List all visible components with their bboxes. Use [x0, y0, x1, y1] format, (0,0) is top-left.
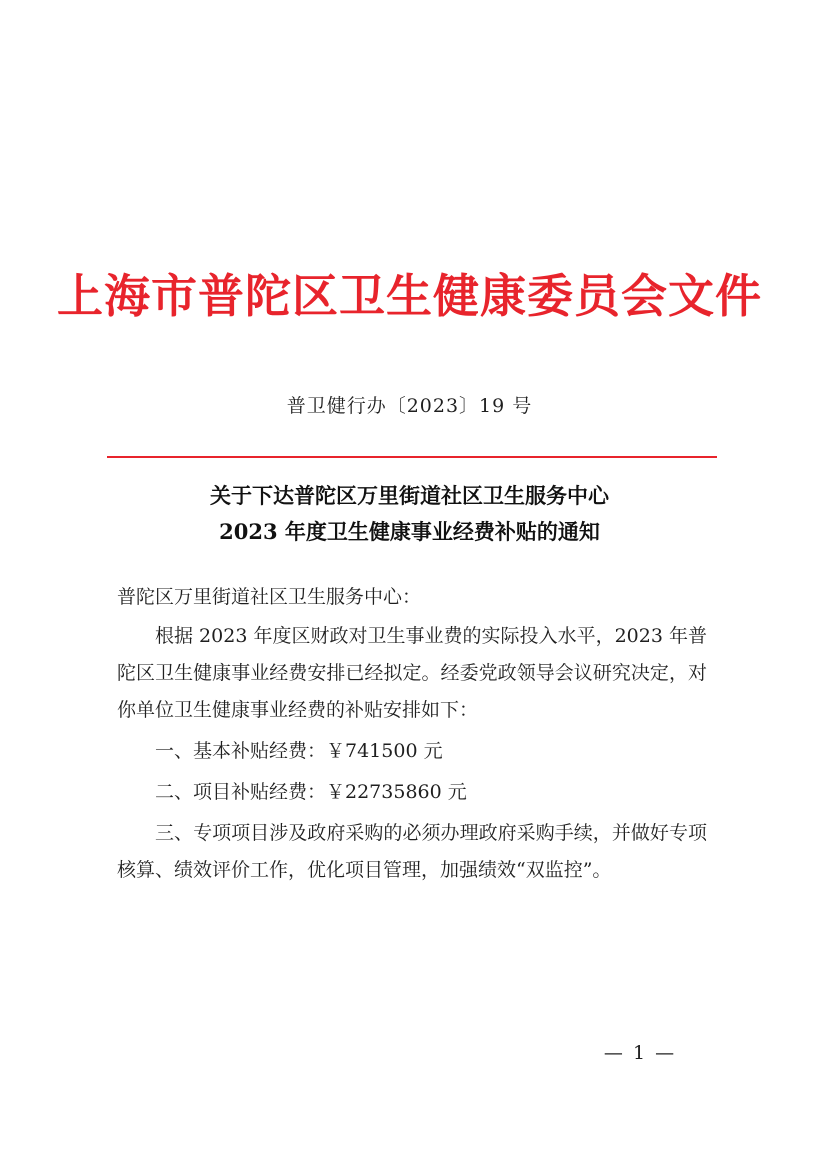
- page-number: — 1 —: [603, 1042, 677, 1064]
- funding-item-project: 二、项目补贴经费：￥22735860 元: [155, 781, 467, 803]
- notice-title: [0, 478, 819, 550]
- addressee: 普陀区万里街道社区卫生服务中心：: [117, 586, 422, 608]
- notice-title-line-2: 2023 年度卫生健康事业经费补贴的通知: [219, 519, 600, 544]
- funding-item-basic: 一、基本补贴经费：￥741500 元: [155, 740, 443, 762]
- document-number: 普卫健行办〔2023〕19 号: [286, 395, 533, 417]
- notice-body: [117, 579, 707, 889]
- red-divider-line: [107, 456, 717, 458]
- body-paragraph: 根据 2023 年度区财政对卫生事业费的实际投入水平，2023 年普陀区卫生健康事业经费安排已经拟定。经委党政领导会议研究决定，对你单位卫生健康事业经费的补贴安排如下：: [117, 625, 707, 721]
- notice-title-line-1: 关于下达普陀区万里街道社区卫生服务中心: [210, 483, 609, 508]
- funding-item-procurement: 三、专项项目涉及政府采购的必须办理政府采购手续，并做好专项核算、绩效评价工作，优化项目管理，加强绩效“双监控”。: [117, 822, 707, 881]
- issuer-title: 上海市普陀区卫生健康委员会文件: [57, 269, 762, 323]
